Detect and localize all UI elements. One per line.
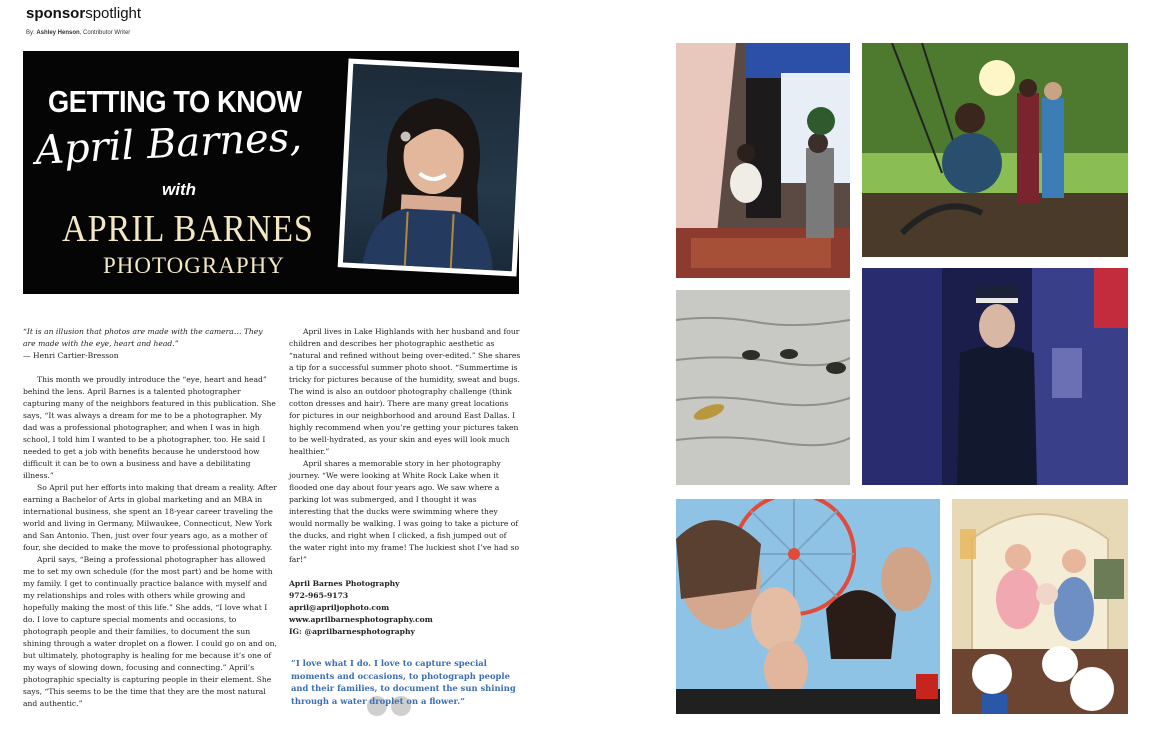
byline [26,30,130,36]
photo-ducks-fish [676,290,850,485]
article-paragraph: April lives in Lake Highlands with her husband and four children and describes her photographic aesthetic as “natural and refined without being over-edited.” She shares a tip for a successful summer photo shoot. “Summertime is tricky for pictures because of the humidity, sweat and bugs. The wind is also an outdoor photography challenge (think cotton dresses and hair). There are many great locations for pictures in our neighborhood and around East Dallas. I highly recommend when you’re getting your pictures taken to be well-hydrated, as your skin and eyes will look much healthier.” [289,327,521,456]
byline-prefix: By: [26,30,35,36]
contact-phone[interactable]: 972-965-9173 [289,591,349,600]
byline-role: , Contributor Writer [79,30,131,36]
banner-headline: GETTING TO KNOW [48,84,302,119]
epigraph-author: — Henri Cartier-Bresson [23,351,119,360]
contact-email[interactable]: april@apriljophoto.com [289,603,390,612]
banner-brand-name: APRIL BARNES [62,208,314,250]
contact-name: April Barnes Photography [289,579,400,588]
pull-quote: “I love what I do. I love to capture special moments and occasions, to photograph people and their families, to document the sun shining through a water droplet on a flower.” [291,658,516,706]
banner-script-name: April Barnes, [34,114,303,174]
banner-brand-subtitle: PHOTOGRAPHY [103,253,285,278]
article-paragraph: April says, “Being a professional photographer has allowed me to set my own schedule (for the most part) and be home with my family. I get to continually practice balance with myself and my relationships and roles with others while growing and hopefully making the most of this life.” She adds, “I love what I do. I love to capture special moments and occasions, to photograph people and their families, to document the sun shining through a water droplet on a flower. I could go on and on, but ultimately, photography is healing for me because it’s one of my ways of slowing down, focusing and connecting.” April’s photographic specialty is capturing people in their element. She says, “This seems to be the time that they are the most natural and authentic.” [23,555,277,708]
section-title [26,5,141,22]
photo-studio-shoot [676,43,850,278]
epigraph: “It is an illusion that photos are made with the camera… They are made with the eye, heart and head.” [23,327,263,348]
contact-instagram[interactable]: IG: @aprilbarnesphotography [289,627,415,636]
article-column-1 [23,326,277,710]
article-column-2 [289,326,521,638]
section-title-bold: sponsor [26,5,86,22]
contact-block [289,578,521,638]
photo-family-home [952,499,1128,714]
byline-name: Ashley Henson [36,30,80,36]
portrait-illustration [343,64,522,272]
section-title-light: spotlight [85,5,142,22]
photo-fire-chief [862,268,1128,485]
portrait-photo [338,58,528,276]
photo-ferris-wheel-selfie [676,499,940,714]
contact-website[interactable]: www.aprilbarnesphotography.com [289,615,433,624]
article-paragraph: This month we proudly introduce the “eye, heart and head” behind the lens. April Barnes is a talented photographer capturing many of the neighbors featured in this publication. She says, “It was always a dream for me to be a photographer. My dad was a professional photographer, and when I was in high school, I told him I wanted to be a photographer, too. He said I needed to get a job with benefits because he understood how difficult it can be to own a business and have a debilitating illness.” [23,375,276,480]
article-paragraph: April shares a memorable story in her photography journey. “We were looking at White Rock Lake when it flooded one day about four years ago. We saw where a parking lot was submerged, and I thought it was interesting that the ducks were swimming where they would normally be walking. I was going to take a picture of the ducks, and right when I clicked, a fish jumped out of the water right into my frame! The luckiest shot I’ve had so far!” [289,459,520,564]
banner-with: with [162,180,196,199]
photo-swing-family [862,43,1128,257]
article-paragraph: So April put her efforts into making that dream a reality. After earning a Bachelor of Arts in global marketing and an MBA in international business, she spent an 18-year career traveling the world and living in Germany, Milwaukee, Connecticut, New York and San Antonio. Then, just over four years ago, as a mother of four, she decided to make the move to professional photography. [23,483,277,552]
